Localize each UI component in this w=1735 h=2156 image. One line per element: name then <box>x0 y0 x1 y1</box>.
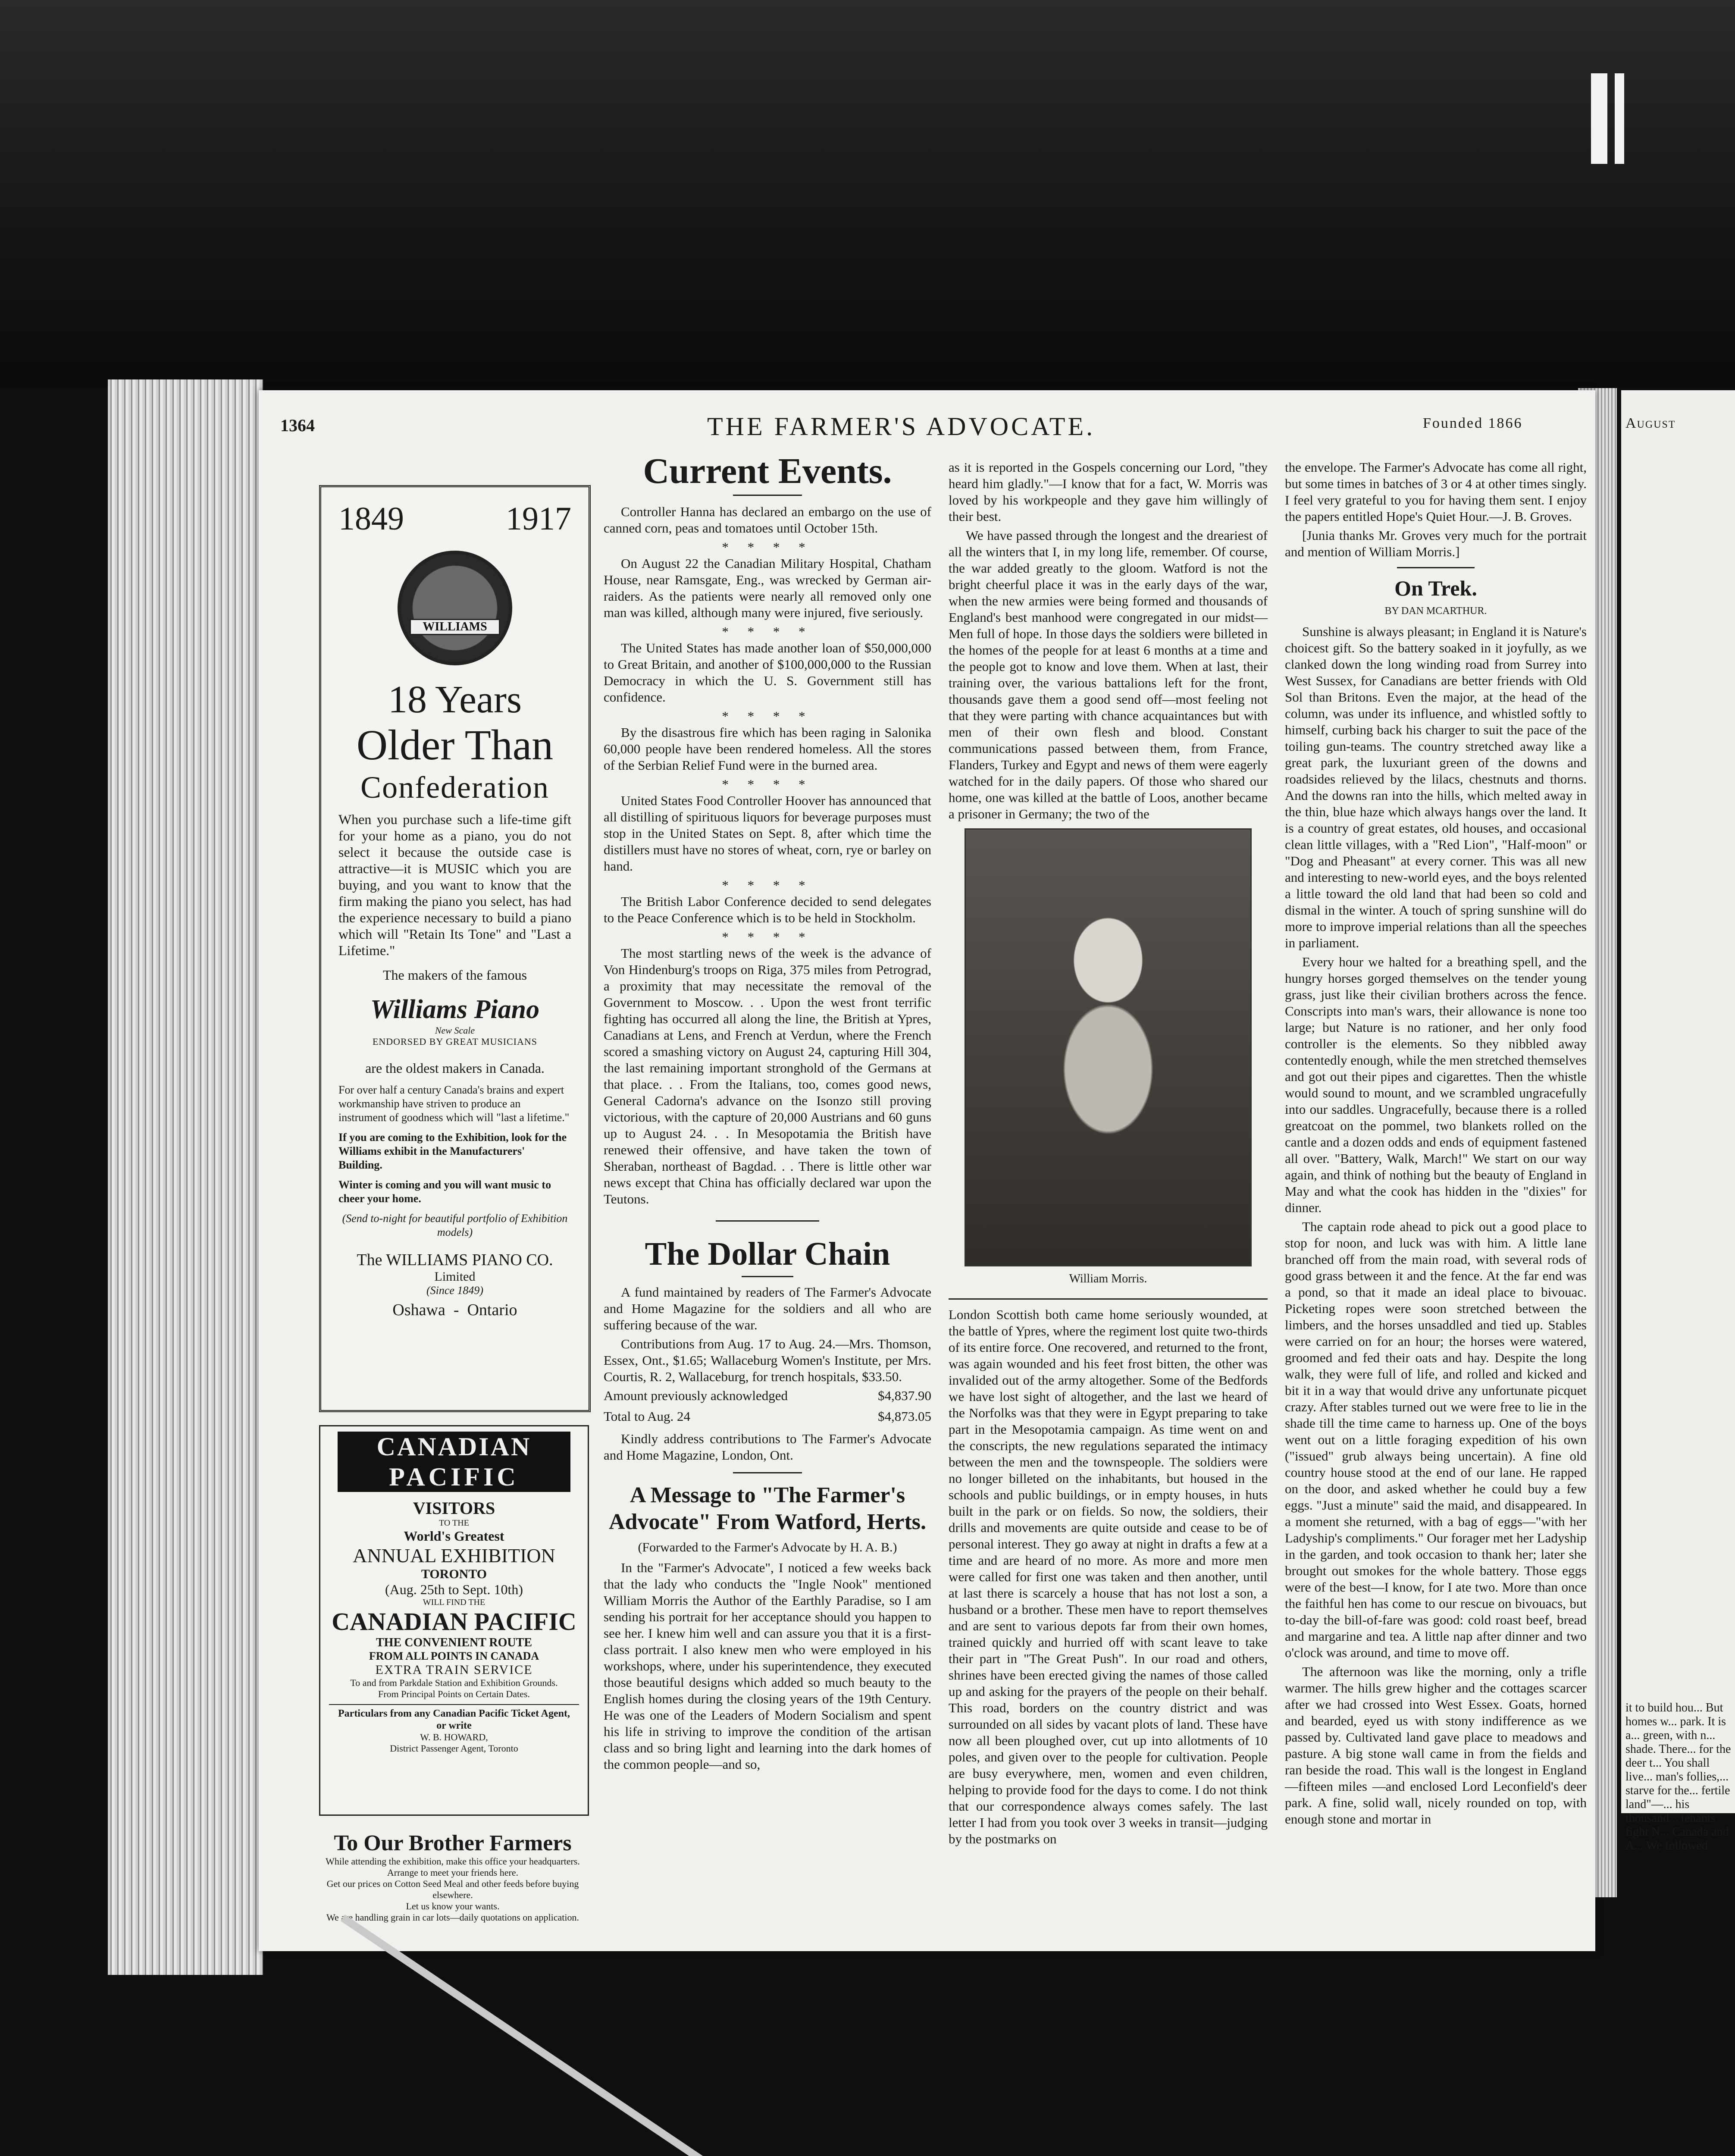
dollar-chain-total-row <box>604 1408 931 1425</box>
cpr-visitors: VISITORS <box>413 1498 495 1518</box>
col3-top-text: as it is reported in the Gospels concerning our Lord, "they heard him gladly."—I know that for a fact, W. Morris was loved by his workpeople and they gave him willingly of their best. <box>949 460 1268 524</box>
logo-label: WILLIAMS <box>410 619 500 635</box>
bf-line-1: While attending the exhibition, make this office your headquarters. <box>326 1856 580 1867</box>
cpr-agent: W. B. HOWARD, <box>420 1732 488 1742</box>
bf-line-4: Let us know your wants. <box>406 1901 500 1912</box>
trek-paragraph-4: The afternoon was like the morning, only a trifle warmer. The hills grew higher and the cottages scarcer after we had crossed into West Essex. Goats, horned and bearded, eyed us with stony indifference as we passed by. Cultivated land gave place to meadows and pasture. A big stone wall came in from the fields and ran beside the road. This wall is the longest in England—fifteen miles —and enclosed Lord Leconfield's deer park. A fine, solid wall, nicely rounded on top, with enough stone and mortar in <box>1285 1664 1587 1827</box>
endorsed-line: ENDORSED BY GREAT MUSICIANS <box>372 1036 538 1047</box>
masthead: THE FARMER'S ADVOCATE. <box>707 412 1096 441</box>
company-name: The WILLIAMS PIANO CO. <box>357 1251 553 1269</box>
message-subtitle: (Forwarded to the Farmer's Advocate by H. A. B.) <box>638 1540 897 1554</box>
cpr-dates: (Aug. 25th to Sept. 10th) <box>385 1582 523 1597</box>
william-morris-portrait <box>965 828 1252 1266</box>
oldest-line: are the oldest makers in Canada. <box>365 1060 545 1076</box>
prev-label: Amount previously acknowledged <box>604 1388 788 1403</box>
ce-paragraph-1: Controller Hanna has declared an embargo on the use of canned corn, peas and tomatoes until October 15th. <box>604 504 931 536</box>
ce-paragraph-5: United States Food Controller Hoover has announced that all distilling of spirituous liquors for beverage purposes must stop in the United States on Sept. 8, after which time the distillers must have no stores of wheat, corn, rye or barley on hand. <box>604 793 931 874</box>
column-on-trek <box>1285 459 1587 1934</box>
cpr-particulars: Particulars from any Canadian Pacific Ticket Agent, or write <box>338 1708 570 1731</box>
message-title: A Message to "The Farmer's Advocate" From Watford, Herts. <box>608 1483 927 1534</box>
total-value: $4,873.05 <box>878 1409 931 1424</box>
cpr-to-the: TO THE <box>439 1518 469 1528</box>
ce-paragraph-2: On August 22 the Canadian Military Hospital, Chatham House, near Ramsgate, Eng., was wrecked by German air-raiders. As the patients were nearly all removed only one man was killed, although many were injured, five seriously. <box>604 556 931 620</box>
williams-piano-ad <box>319 485 591 1412</box>
ce-stars-3: * * * * <box>722 708 813 724</box>
trek-paragraph-3: The captain rode ahead to pick out a good place to stop for noon, and luck was with him. A little lane branched off from the main road, with several rods of good grass between it and the fence. At the far end was a pond, so that it made an ideal place to bivouac. Picketing ropes were soon stretched between the limbers, and the horses unsaddled and tied up. Stables were carried on for an hour; the horses were watered, groomed and fed their oats and hay. Despite the long walk, they were full of life, and rolled and kicked and bit it in a way that would drive any unfortunate picquet crazy. After stables turned out we were free to lie in the shade till the time came to harness up. One of the boys went out on a little foraging expedition of his own ("issued" grub always being uncertain). A fine old country house stood at the end of our lane. He rapped on the door, and asked whether he could buy a few eggs. "Just a minute" said the maid, and disappeared. In a moment she returned, with a bag of eggs—"with her Ladyship's compliments." Our forager met her Ladyship in the garden, and took occasion to thank her; later she brought out smokes for the whole battery. Those eggs were of the best—I know, for I ate two. More than once the faithful hen has come to our rescue on bivouacs, but to-day the bill-of-fare was good: cold roast beef, bread and margarine and tea. A little nap after dinner and two o'clock was around, and time to move off. <box>1285 1219 1587 1660</box>
ad-para-5: (Send to-night for beautiful portfolio of Exhibition models) <box>342 1212 568 1238</box>
ad-para-4: Winter is coming and you will want music to cheer your home. <box>338 1178 551 1205</box>
cpr-will-find: WILL FIND THE <box>423 1598 485 1607</box>
cpr-toronto: TORONTO <box>421 1567 487 1581</box>
newspaper-page <box>259 390 1595 1951</box>
cpr-annual: ANNUAL EXHIBITION <box>353 1545 555 1567</box>
cpr-logo-line-1: CANADIAN <box>338 1432 570 1462</box>
ce-stars-6: * * * * <box>722 929 813 944</box>
cpr-agent-title: District Passenger Agent, Toronto <box>390 1743 518 1754</box>
brand-sub: New Scale <box>435 1025 475 1036</box>
dollar-chain-address: Kindly address contributions to The Farmer's Advocate and Home Magazine, London, Ont. <box>604 1431 931 1463</box>
bf-line-3: Get our prices on Cotton Seed Meal and other feeds before buying elsewhere. <box>326 1878 579 1900</box>
ad-years <box>321 487 589 538</box>
dollar-chain-prev-row <box>604 1388 931 1404</box>
headline-line-2: Older Than <box>356 721 554 769</box>
dollar-chain-contributions: Contributions from Aug. 17 to Aug. 24.—Mrs. Thomson, Essex, Ont., $1.65; Wallaceburg Women's Institute, per Mrs. Courtis, R. 2, Wallaceburg, for trench hospitals, $33.50. <box>604 1336 931 1384</box>
ad-body: When you purchase such a life-time gift for your home as a piano, you do not select it because the outside case is attractive—it is MUSIC which you are buying, and you want to know that the firm making the piano you select, has had the experience necessary to build a piano which will "Retain Its Tone" and "Last a Lifetime." <box>338 812 571 958</box>
bf-line-5: We are handling grain in car lots—daily quotations on application. <box>326 1912 579 1923</box>
ce-stars-1: * * * * <box>722 539 813 555</box>
background-dark-top <box>0 0 1735 388</box>
ce-paragraph-4: By the disastrous fire which has been raging in Salonika 60,000 people have been rendered homeless. All the stores of the Serbian Relief Fund were in the burned area. <box>604 725 931 773</box>
col4-bracket-note: [Junia thanks Mr. Groves very much for the portrait and mention of William Morris.] <box>1285 528 1587 559</box>
vertical-bar-right <box>1615 73 1624 164</box>
current-events-title: Current Events. <box>643 451 892 491</box>
williams-logo-emblem <box>398 551 512 665</box>
portrait-caption: William Morris. <box>1069 1272 1147 1285</box>
makers-line: The makers of the famous <box>382 967 527 983</box>
year-left: 1849 <box>338 501 404 537</box>
bf-line-2: Arrange to meet your friends here. <box>387 1867 519 1878</box>
ad-para-3: If you are coming to the Exhibition, look for the Williams exhibit in the Manufacturers' Building. <box>338 1131 567 1171</box>
dollar-chain-intro: A fund maintained by readers of The Farmer's Advocate and Home Magazine for the soldiers and all who are suffering because of the war. <box>604 1285 931 1332</box>
cpr-from-points: From Principal Points on Certain Dates. <box>378 1689 530 1699</box>
col3-bottom-text: London Scottish both came home seriously wounded, at the battle of Ypres, where the regiment lost quite two-thirds of its entire force. One recovered, and returned to the front, was again wounded and his feet frost bitten, the other was invalided out of the army altogether. Some of the Bedfords we have lost sight of altogether, and the last we heard of the Norfolks was that they were in Egypt preparing to take part in the Mesopotamia campaign. As time went on and the conscripts, the new regulations separated the intimacy between the men and the townspeople. The soldiers were no longer billeted on the inhabitants, but housed in the schools and public buildings, or in empty houses, in huts built in the park or on fields. So now, the soldiers, their drills and movements are quite outside and cease to be of personal interest. They go away at night in drafts a few at a time and are heard of no more. As more and more men were called for first one was taken and then another, until at last there is scarcely a house that has not lost a son, a husband or a brother. These men have to report themselves and are sent to various depots far from their own homes, trained quickly and hurried off with scant leave to take their part in "The Great Push". In our road and others, shrines have been erected giving the names of those called up and asking for the prayers of the people on their behalf. This road, borders on the country district and was surrounded on all sides by vacant plots of land. These have now all been ploughed over, cut up into allotments of 10 poles, and given over to the people for cultivation. People are busy everywhere, men, women and even children, helping to provide food for the days to come. I do not think that our correspondence always comes safely. The last letter I had from you took over 3 weeks in transit—judging by the postmarks on <box>949 1307 1268 1846</box>
next-page-text: it to build hou... But homes w... park. It is a... green, with n... shade. There... for the deer t... You shall live... man's follies,... starve for the... fertile land"—... his thousand... tenants fight N... Canada and A... We followed <box>1625 1701 1731 1852</box>
vertical-bar-left <box>1591 73 1607 164</box>
cpr-worlds: World's Greatest <box>404 1528 504 1544</box>
company-limited: Limited <box>434 1269 476 1284</box>
prev-value: $4,837.90 <box>878 1388 931 1403</box>
ce-paragraph-3: The United States has made another loan of $50,000,000 to Great Britain, and another of $100,000,000 to the Russian Democracy in which the U. S. Government still has confidence. <box>604 640 931 705</box>
brother-farmers-title: To Our Brother Farmers <box>334 1831 572 1855</box>
ad-para-2: For over half a century Canada's brains and expert workmanship have striven to produce an instrument of goodness which will "last a lifetime." <box>338 1084 570 1124</box>
company-city: Oshawa - Ontario <box>392 1301 517 1319</box>
ce-paragraph-7: The most startling news of the week is the advance of Von Hindenburg's troops on Riga, 375 miles from Petrograd, a proximity that may necessitate the removal of the Government to Moscow. . . Upon the west front terrific fighting has occurred all along the line, the British at Ypres, Canadians at Lens, and French at Verdun, where the French scored a smashing victory on August 24, capturing Hill 304, the last remaining important stronghold of the Germans at that place. . . From the Italians, too, comes good news, General Cadorna's advance on the Isonzo still proving victorious, with the capture of 20,000 Austrians and 60 guns up to August 24. . . In Mesopotamia the British have renewed their offensive, and have taken the town of Sheraban, northeast of Bagdad. . . There is little other war news except that China has officially declared war upon the Teutons. <box>604 946 931 1206</box>
cpr-route-2: FROM ALL POINTS IN CANADA <box>369 1650 539 1662</box>
ce-stars-5: * * * * <box>722 877 813 893</box>
on-trek-byline: BY DAN MCARTHUR. <box>1384 605 1487 617</box>
message-paragraph-1: In the "Farmer's Advocate", I noticed a few weeks back that the lady who conducts the "Ingle Nook" mentioned William Morris the Author of the Earthly Paradise, so I am sending his portrait for her acceptance should you happen to see her. I knew him well and can assure you that it is a first-class portrait. I also knew men who were employed in his workshops, where, under his superintendence, they executed those beautiful designs which added so much beauty to the English homes during the closing years of the 19th Century. He was one of the Leaders of Modern Socialism and spent his life in striving to improve the condition of the artisan class and so bring light and learning into the dark homes of the common people—and so, <box>604 1560 931 1772</box>
ce-paragraph-6: The British Labor Conference decided to send delegates to the Peace Conference which is to be held in Stockholm. <box>604 894 931 925</box>
column-william-morris <box>949 459 1268 1934</box>
trek-paragraph-2: Every hour we halted for a breathing spell, and the hungry horses gorged themselves on the tender young grass, just like their civilian brothers across the fence. Conscripts into man's wars, their allowance is none too large; but Nature is no rationer, and her only food controller is the elements. So they nibbled away contentedly enough, while the men stretched themselves and got out their pipes and cigarettes. Then the whistle would sound to mount, and we scrambled ungracefully into our saddles. Ungracefully, because there is a rolled greatcoat on the pommel, two blankets rolled on the cantle and a dozen odds and ends of equipment fastened all over. "Battery, Walk, March!" We start on our way again, and think of nothing but the beauty of England in May and what the cook has hidden in the "dixies" for dinner. <box>1285 954 1587 1215</box>
dollar-chain-title: The Dollar Chain <box>645 1236 890 1272</box>
canadian-pacific-ad <box>319 1425 589 1816</box>
total-label: Total to Aug. 24 <box>604 1409 691 1424</box>
col3-paragraph-2: We have passed through the longest and the dreariest of all the winters that I, in my long life, remember. Of course, the war added greatly to the gloom. Watford is not the bright cheerful place it was in the early days of the war, when the new armies were being formed and thousands of England's best manhood were congregated in our midst—Men full of hope. In those days the soldiers were billeted in the homes of the people for at least 6 months at a time and the people got to know and love them. When at last, their training over, the various battalions left for the front, thousands gave them a good send off—most feeling not that they were parting with chance acquaintances but with men of their own flesh and blood. Constant communications passed between them, from France, Flanders, Turkey and Egypt and news of them were eagerly watched for in the daily papers. Of those who shared our home, one was killed at the battle of Loos, another became a prisoner in Germany; the two of the <box>949 528 1268 821</box>
cpr-logo-line-2: PACIFIC <box>338 1462 570 1492</box>
company-since: (Since 1849) <box>426 1284 484 1297</box>
trek-paragraph-1: Sunshine is always pleasant; in England it is Nature's choicest gift. So the battery soaked in it joyfully, as we clanked down the long winding road from Surrey into West Sussex, for Canadians are better friends with Old Sol than Britons. Even the major, at the head of the column, was under its influence, and whistled softly to himself, curbing back his charger to suit the pace of the toiling gun-teams. The country stretched away like a great park, the luxuriant green of the downs and roadsides relieved by the lilacs, chestnuts and thorns. And the downs ran into the hills, which melted away in the thin, blue haze which always hangs over the land. It is a country of great estates, old houses, and occasional clean little villages, with a "Red Lion", "Half-moon" or "Dog and Pheasant" at every corner. This was all new and interesting to new-world eyes, and the boys relented a little toward the old land that had been so cold and dismal in the winter. A touch of spring sunshine will do more to improve imperial relations than all the speeches in parliament. <box>1285 624 1587 950</box>
year-right: 1917 <box>506 501 571 537</box>
next-page-edge <box>1621 390 1735 1852</box>
page-stack-left <box>108 379 263 1975</box>
col4-top-text: the envelope. The Farmer's Advocate has come all right, but some times in batches of 3 or 4 at other times singly. I feel very grateful to you for having them sent. I enjoy the papers entitled Hope's Quiet Hour.—J. B. Groves. <box>1285 460 1587 524</box>
cpr-route-1: THE CONVENIENT ROUTE <box>376 1636 532 1649</box>
headline-line-1: 18 Years <box>388 678 522 721</box>
founded-note: Founded 1866 <box>1423 415 1523 431</box>
brand-wordmark: Williams Piano <box>370 995 540 1024</box>
next-page-running-head: August <box>1625 415 1676 431</box>
headline-line-3: Confederation <box>360 770 549 805</box>
cpr-extra: EXTRA TRAIN SERVICE <box>375 1663 533 1677</box>
ce-stars-2: * * * * <box>722 624 813 639</box>
cpr-name: CANADIAN PACIFIC <box>332 1608 576 1636</box>
column-current-events <box>604 451 931 1934</box>
on-trek-title: On Trek. <box>1394 576 1477 600</box>
cpr-parkdale: To and from Parkdale Station and Exhibition Grounds. <box>350 1677 558 1688</box>
page-number: 1364 <box>280 416 315 435</box>
ce-stars-4: * * * * <box>722 777 813 792</box>
